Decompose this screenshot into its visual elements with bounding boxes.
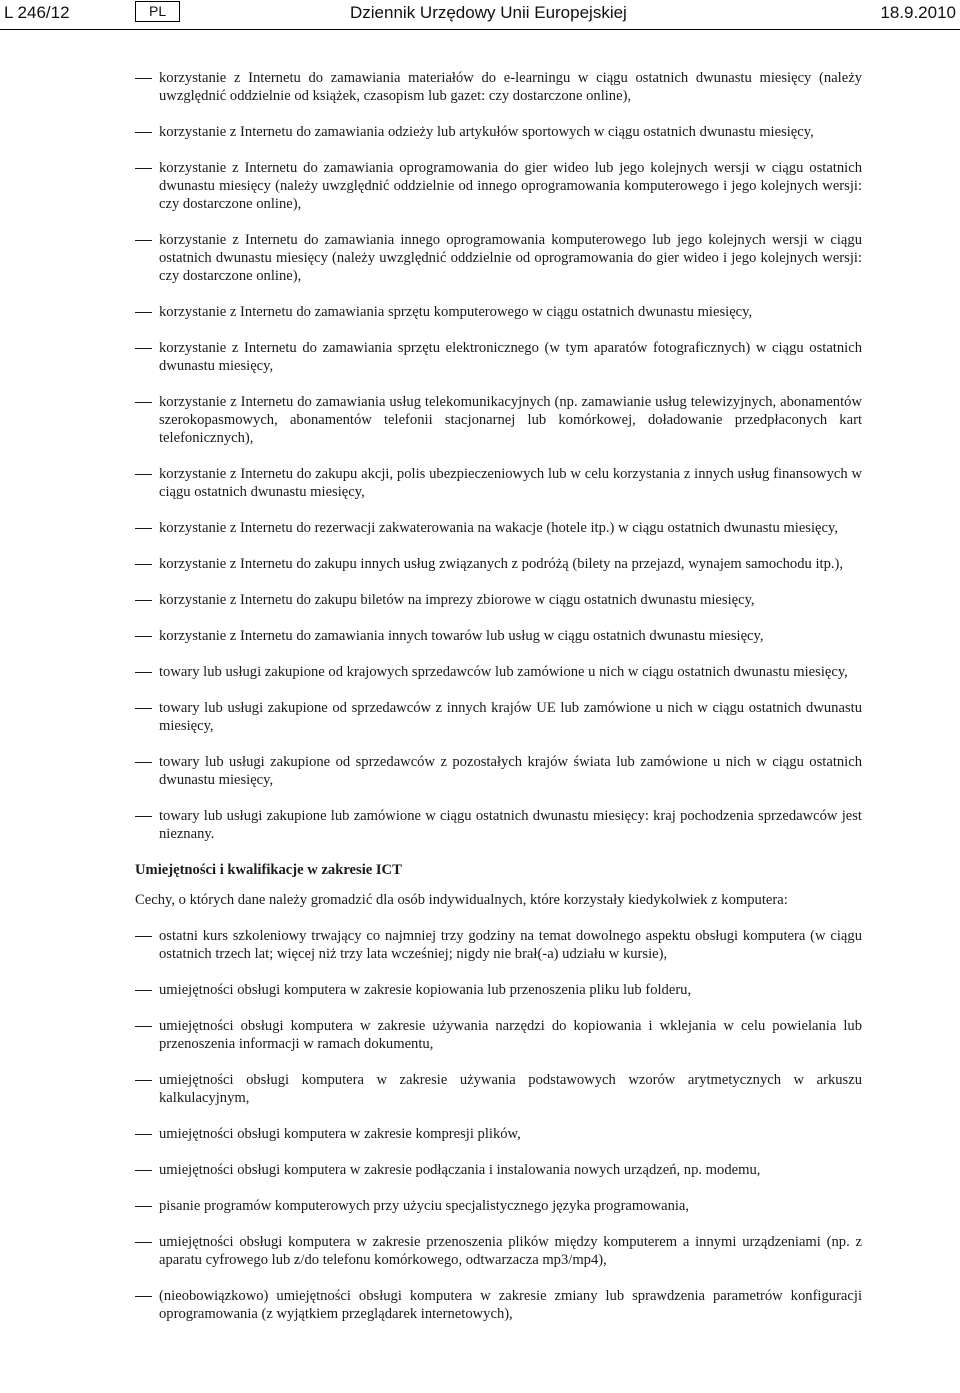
language-badge: PL (135, 1, 180, 22)
page-header (0, 0, 960, 30)
list-item: korzystanie z Internetu do rezerwacji zakwaterowania na wakacje (hotele itp.) w ciągu ostatnich dwunastu miesięcy, (0, 519, 960, 537)
list-item: ostatni kurs szkoleniowy trwający co najmniej trzy godziny na temat dowolnego aspektu obsługi komputera (w ciągu ostatnich trzech lat; więcej niż trzy lata wcześniej; nigdy nie brał(-a) udziału w kursie), (0, 927, 960, 963)
list-item: umiejętności obsługi komputera w zakresie przenoszenia plików między komputerem a innymi urządzeniami (np. z aparatu cyfrowego lub z/do telefonu komórkowego, odtwarzacza mp3/mp4), (0, 1233, 960, 1269)
list-item: towary lub usługi zakupione od krajowych sprzedawców lub zamówione u nich w ciągu ostatnich dwunastu miesięcy, (0, 663, 960, 681)
list-item: korzystanie z Internetu do zakupu biletów na imprezy zbiorowe w ciągu ostatnich dwunastu miesięcy, (0, 591, 960, 609)
list-item: towary lub usługi zakupione od sprzedawców z innych krajów UE lub zamówione u nich w ciągu ostatnich dwunastu miesięcy, (0, 699, 960, 735)
journal-title: Dziennik Urzędowy Unii Europejskiej (350, 3, 627, 22)
section-intro: Cechy, o których dane należy gromadzić dla osób indywidualnych, które korzystały kiedykolwiek z komputera: (135, 892, 788, 908)
section-heading: Umiejętności i kwalifikacje w zakresie ICT (135, 862, 402, 878)
list-item: umiejętności obsługi komputera w zakresie używania podstawowych wzorów arytmetycznych w arkuszu kalkulacyjnym, (0, 1071, 960, 1107)
list-item: pisanie programów komputerowych przy użyciu specjalistycznego języka programowania, (0, 1197, 960, 1215)
list-item: korzystanie z Internetu do zamawiania sprzętu komputerowego w ciągu ostatnich dwunastu miesięcy, (0, 303, 960, 321)
list-item: korzystanie z Internetu do zamawiania sprzętu elektronicznego (w tym aparatów fotograficznych) w ciągu ostatnich dwunastu miesięcy, (0, 339, 960, 375)
list-item: (nieobowiązkowo) umiejętności obsługi komputera w zakresie zmiany lub sprawdzenia parametrów konfiguracji oprogramowania (z wyjątkiem przeglądarek internetowych), (0, 1287, 960, 1323)
list-item: korzystanie z Internetu do zamawiania innych towarów lub usług w ciągu ostatnich dwunastu miesięcy, (0, 627, 960, 645)
list-item: korzystanie z Internetu do zamawiania oprogramowania do gier wideo lub jego kolejnych wersji w ciągu ostatnich dwunastu miesięcy (należy uwzględnić oddzielnie od innego oprogramowania komputerowego i jego kolejnych wersji: czy dostarczone online), (0, 159, 960, 213)
list-item: umiejętności obsługi komputera w zakresie używania narzędzi do kopiowania i wklejania w celu powielania lub przenoszenia informacji w ramach dokumentu, (0, 1017, 960, 1053)
list-item: korzystanie z Internetu do zamawiania innego oprogramowania komputerowego lub jego kolejnych wersji w ciągu ostatnich dwunastu miesięcy (należy uwzględnić oddzielnie od oprogramowania do gier wideo i jego kolejnych wersji: czy dostarczone online), (0, 231, 960, 285)
list-item: korzystanie z Internetu do zamawiania usług telekomunikacyjnych (np. zamawianie usług telewizyjnych, abonamentów szerokopasmowych, abonamentów telefonii stacjonarnej lub komórkowej, doładowanie przedpłaconych kart telefonicznych), (0, 393, 960, 447)
list-item: korzystanie z Internetu do zakupu innych usług związanych z podróżą (bilety na przejazd, wynajem samochodu itp.), (0, 555, 960, 573)
page-reference: L 246/12 (4, 3, 70, 22)
list-item: towary lub usługi zakupione lub zamówione w ciągu ostatnich dwunastu miesięcy: kraj pochodzenia sprzedawców jest nieznany. (0, 807, 960, 843)
list-item: umiejętności obsługi komputera w zakresie podłączania i instalowania nowych urządzeń, np. modemu, (0, 1161, 960, 1179)
issue-date: 18.9.2010 (880, 3, 956, 22)
list-item: korzystanie z Internetu do zamawiania materiałów do e-learningu w ciągu ostatnich dwunastu miesięcy (należy uwzględnić oddzielnie od książek, czasopism lub gazet: czy dostarczone online), (0, 69, 960, 105)
document-body (0, 69, 960, 1341)
list-item: korzystanie z Internetu do zakupu akcji, polis ubezpieczeniowych lub w celu korzystania z innych usług finansowych w ciągu ostatnich dwunastu miesięcy, (0, 465, 960, 501)
list-item: towary lub usługi zakupione od sprzedawców z pozostałych krajów świata lub zamówione u nich w ciągu ostatnich dwunastu miesięcy, (0, 753, 960, 789)
list-item: umiejętności obsługi komputera w zakresie kopiowania lub przenoszenia pliku lub folderu, (0, 981, 960, 999)
list-item: korzystanie z Internetu do zamawiania odzieży lub artykułów sportowych w ciągu ostatnich dwunastu miesięcy, (0, 123, 960, 141)
list-item: umiejętności obsługi komputera w zakresie kompresji plików, (0, 1125, 960, 1143)
